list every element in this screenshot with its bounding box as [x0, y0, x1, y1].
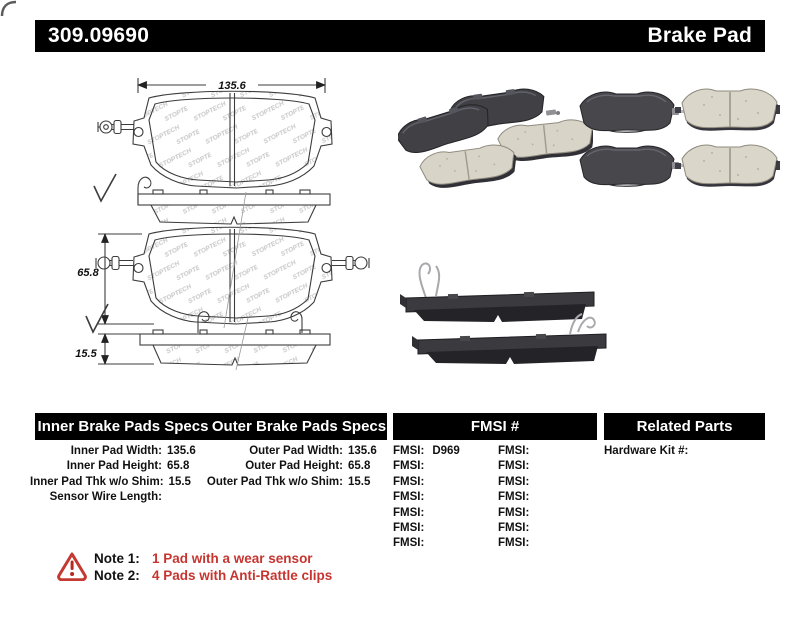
- related-row: [604, 444, 769, 459]
- spec-value: 65.8: [348, 460, 371, 473]
- sensor-wire: [419, 263, 439, 298]
- fmsi-label: FMSI:: [498, 475, 530, 488]
- related-parts-header: Related Parts: [636, 418, 733, 435]
- fmsi-header-bar: [393, 413, 597, 440]
- spec-row: [30, 490, 200, 505]
- spec-label: Sensor Wire Length:: [49, 491, 162, 504]
- corner-artifact: [0, 0, 18, 18]
- spec-value: 15.5: [168, 475, 191, 488]
- fmsi-row: [498, 536, 598, 551]
- photo-pad-set: [576, 83, 780, 197]
- fmsi-row: [498, 490, 598, 505]
- spec-label: Inner Pad Thk w/o Shim:: [30, 475, 164, 488]
- inner-specs-column: [30, 444, 200, 506]
- spec-value: 65.8: [167, 460, 190, 473]
- note1-label: Note 1:: [94, 551, 140, 566]
- brake-pad-face: [675, 145, 780, 187]
- fmsi-row: [498, 475, 598, 490]
- spec-row: [205, 444, 385, 459]
- fmsi-row: [498, 444, 598, 459]
- related-parts-header-bar: [604, 413, 765, 440]
- brake-pad-face: [418, 142, 519, 191]
- fmsi-label: FMSI:: [498, 460, 530, 473]
- wear-sensor-pin: [98, 121, 134, 134]
- fmsi-label: FMSI:: [498, 445, 530, 457]
- technical-drawing: [50, 68, 395, 393]
- pad-front-view: [98, 78, 332, 188]
- note2-text: 4 Pads with Anti-Rattle clips: [152, 567, 333, 583]
- fmsi-label: FMSI:: [393, 537, 425, 550]
- notes-block: [94, 551, 332, 584]
- note1-text: 1 Pad with a wear sensor: [152, 551, 313, 566]
- spec-value: 135.6: [167, 445, 196, 457]
- fmsi-row: [498, 521, 598, 536]
- photo-pads-edge: [392, 256, 610, 374]
- note2-label: Note 2:: [94, 567, 140, 583]
- product-type: Brake Pad: [647, 24, 752, 47]
- fmsi-value: D969: [432, 445, 460, 457]
- spec-row: [30, 444, 200, 459]
- pin-right: [332, 257, 369, 270]
- title-bar: [35, 20, 765, 52]
- fmsi-label: FMSI:: [498, 537, 530, 550]
- warning-icon: [56, 551, 88, 581]
- fmsi-row: [393, 459, 493, 474]
- pin-left: [96, 257, 133, 270]
- fmsi-row: [498, 506, 598, 521]
- width-dim-label: 135.6: [218, 80, 246, 92]
- inner-specs-header: Inner Brake Pads Specs: [37, 418, 209, 435]
- spec-label: Inner Pad Height:: [66, 460, 162, 473]
- spec-row: [30, 475, 200, 490]
- wear-sensor-connector: [546, 109, 560, 115]
- anti-rattle-clip: [94, 174, 116, 201]
- spec-value: 135.6: [348, 445, 377, 457]
- fmsi-row: [393, 506, 493, 521]
- brake-pad-face: [675, 89, 780, 131]
- fmsi-label: FMSI:: [393, 491, 425, 504]
- thickness-dim-label: 15.5: [75, 348, 97, 360]
- note-row: [94, 551, 332, 568]
- part-number: 309.09690: [48, 24, 150, 47]
- spec-row: [205, 475, 385, 490]
- pad-edge-top: [400, 263, 594, 322]
- fmsi-header: FMSI #: [470, 418, 520, 435]
- spec-label: Inner Pad Width:: [70, 445, 162, 457]
- fmsi-row: [393, 521, 493, 536]
- photo-pads-angled: [398, 86, 593, 194]
- spec-label: Outer Pad Height:: [245, 460, 343, 473]
- outer-specs-column: [205, 444, 385, 490]
- fmsi-label: FMSI:: [393, 460, 425, 473]
- fmsi-column-1: [393, 444, 493, 552]
- note-row: [94, 568, 332, 585]
- related-label: Hardware Kit #:: [604, 445, 689, 457]
- brake-pad-back: [580, 146, 684, 186]
- spec-row: [30, 459, 200, 474]
- fmsi-row: [498, 459, 598, 474]
- fmsi-label: FMSI:: [393, 506, 425, 519]
- fmsi-label: FMSI:: [498, 506, 530, 519]
- brake-pad-back: [580, 92, 684, 132]
- spec-row: [205, 459, 385, 474]
- spec-value: 15.5: [348, 475, 371, 488]
- outer-specs-header: Outer Brake Pads Specs: [211, 418, 387, 435]
- fmsi-row: [393, 444, 493, 459]
- height-dim-label: 65.8: [77, 267, 99, 279]
- fmsi-label: FMSI:: [498, 491, 530, 504]
- pad-front-view-lower: [77, 227, 369, 324]
- fmsi-row: [393, 536, 493, 551]
- fmsi-label: FMSI:: [393, 445, 425, 457]
- fmsi-row: [393, 490, 493, 505]
- fmsi-label: FMSI:: [393, 522, 425, 535]
- spec-label: Outer Pad Thk w/o Shim:: [206, 475, 343, 488]
- specs-header-bar: [35, 413, 387, 440]
- fmsi-column-2: [498, 444, 598, 552]
- fmsi-row: [393, 475, 493, 490]
- related-parts-column: [604, 444, 769, 459]
- width-dimension: [138, 78, 325, 93]
- spec-label: Outer Pad Width:: [249, 445, 343, 457]
- fmsi-label: FMSI:: [498, 522, 530, 535]
- fmsi-label: FMSI:: [393, 475, 425, 488]
